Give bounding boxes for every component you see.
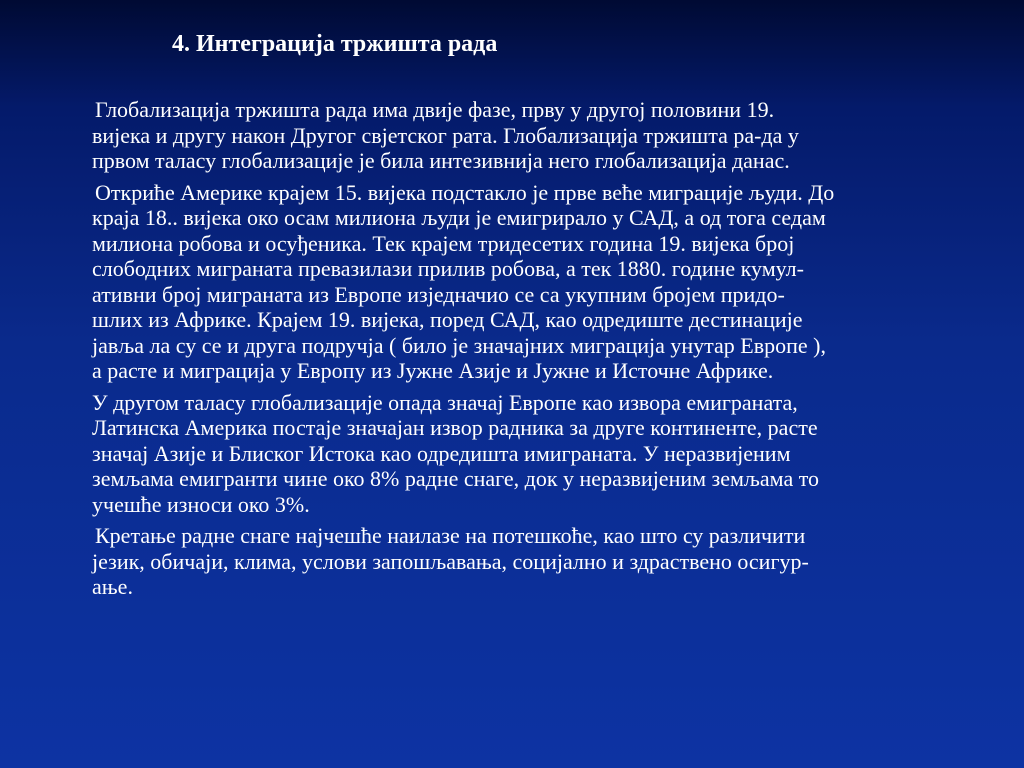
slide-title: 4. Интеграција тржишта рада — [172, 31, 498, 57]
text-line: слободних миграната превазилази прилив робова, а тек 1880. године кумул- — [92, 256, 804, 281]
text-line: земљама емигранти чине око 8% радне снаге, док у неразвијеним земљама то — [92, 466, 820, 491]
paragraph-3 — [92, 390, 1014, 518]
paragraph-4 — [92, 523, 1014, 600]
text-line: Глобализација тржишта рада има двије фазе, прву у другој половини 19. — [95, 97, 775, 122]
text-line: јавља ла су се и друга подручја ( било је значајних миграција унутар Европе ), — [92, 332, 826, 358]
text-line: учешће износи око 3%. — [92, 491, 310, 517]
text-line: Откриће Америке крајем 15. вијека подстакло је прве веће миграције људи. До — [95, 179, 835, 205]
text-line: ање. — [92, 574, 133, 599]
text-line: вијека и другу након Другог свјетског рата. Глобализација тржишта ра-да у — [92, 122, 799, 148]
text-line: ативни број миграната из Европе изједначио се са укупним бројем придо- — [92, 281, 785, 307]
text-line: значај Азије и Блиског Истока као одредишта имиграната. У неразвијеним — [92, 440, 791, 466]
text-line: а расте и миграција у Европу из Јужне Азије и Јужне и Источне Африке. — [92, 358, 774, 383]
paragraph-1 — [92, 97, 1014, 174]
slide-body — [92, 97, 1014, 606]
text-line: Кретање радне снаге најчешће наилазе на потешкоће, као што су различити — [95, 523, 806, 548]
text-line: језик, обичаји, клима, услови запошљавања, социјално и здраствено осигур- — [92, 548, 809, 574]
text-line: краја 18.. вијека око осам милиона људи је емигрирало у САД, а од тога седам — [92, 205, 826, 230]
text-line: милиона робова и осуђеника. Тек крајем тридесетих година 19. вијека број — [92, 230, 795, 256]
paragraph-2 — [92, 180, 1014, 384]
text-line: првом таласу глобализације је била интезивнија него глобализација данас. — [92, 148, 790, 173]
text-line: Латинска Америка постаје значајан извор радника за друге континенте, расте — [92, 415, 818, 440]
text-line: У другом таласу глобализације опада значај Европе као извора емиграната, — [92, 389, 798, 415]
text-line: шлих из Африке. Крајем 19. вијека, поред САД, као одредиште дестинације — [92, 307, 803, 332]
